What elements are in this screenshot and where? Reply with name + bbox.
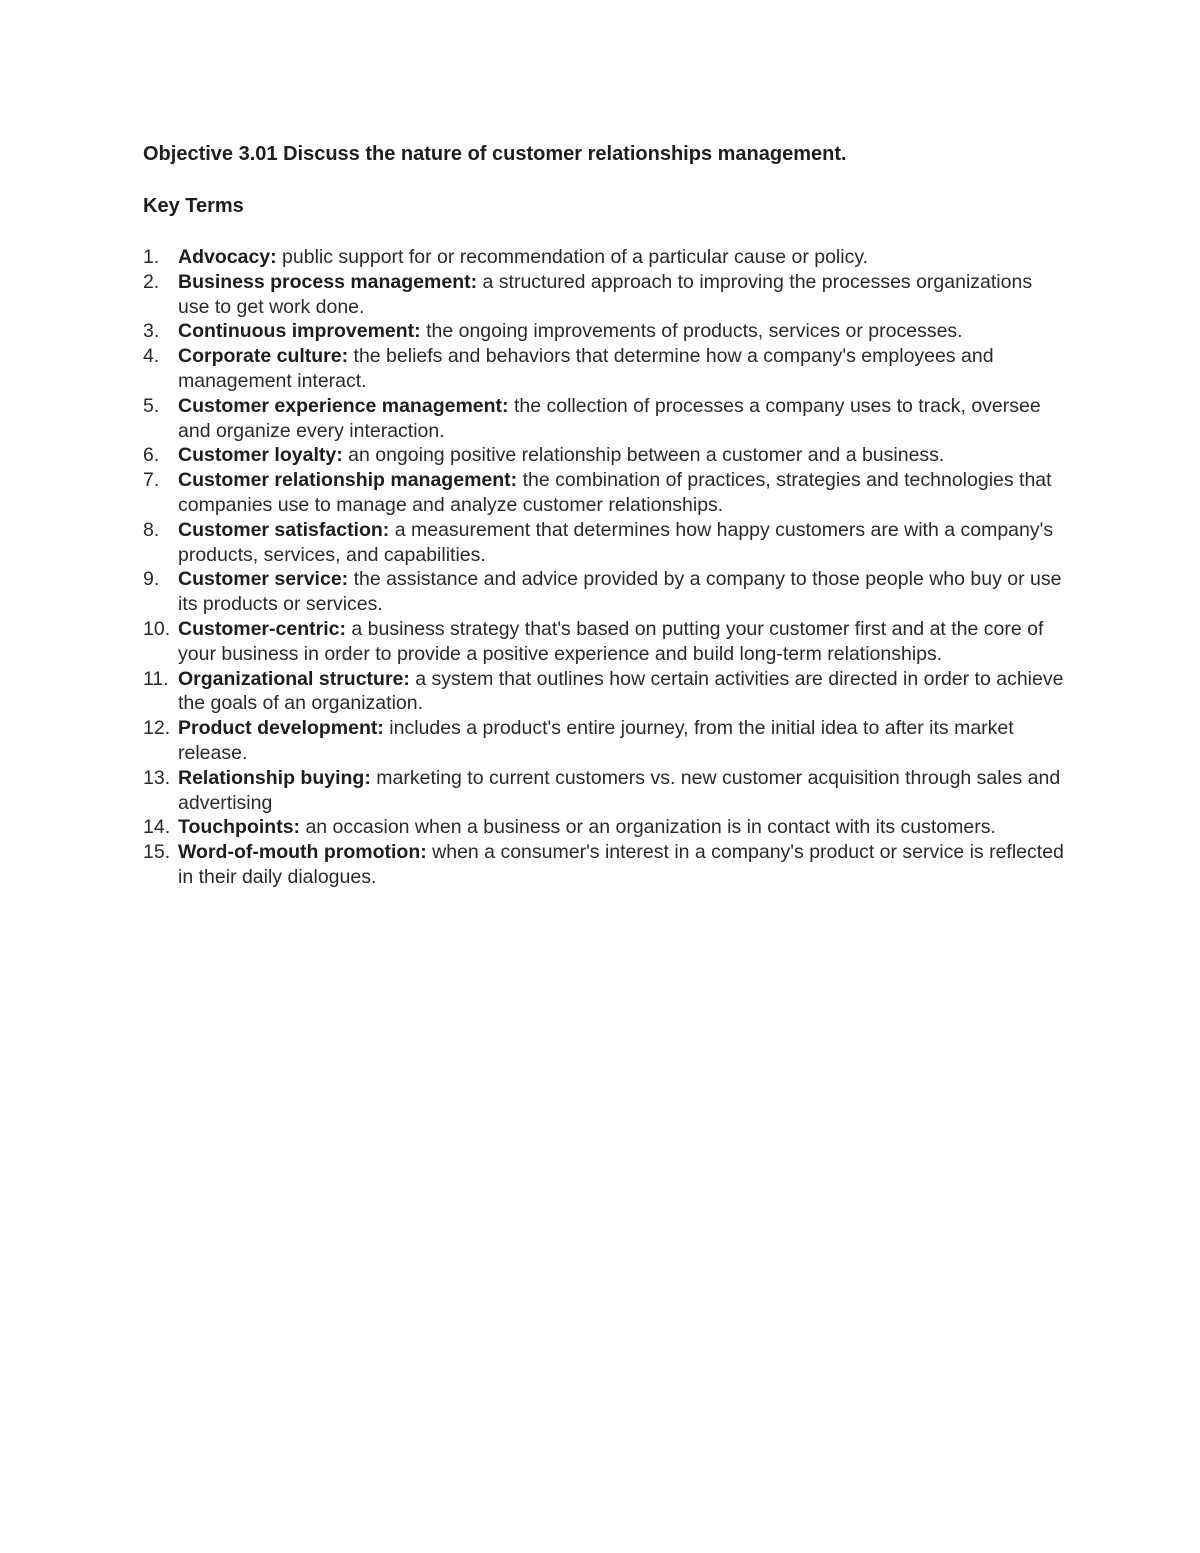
term-item-customer-loyalty bbox=[143, 443, 1068, 468]
term-definition: the collection of processes a company uses to track, oversee and organize every interaction. bbox=[178, 394, 1041, 442]
term-name: Customer-centric: bbox=[178, 617, 346, 640]
term-number: 4. bbox=[143, 345, 160, 368]
term-number: 9. bbox=[143, 568, 160, 591]
objective-heading: Objective 3.01 Discuss the nature of customer relationships management. bbox=[143, 143, 847, 165]
term-name: Customer service: bbox=[178, 568, 349, 591]
term-definition: the assistance and advice provided by a company to those people who buy or use its products or services. bbox=[178, 568, 1062, 616]
term-item-customer-service bbox=[143, 567, 1068, 617]
term-definition: an occasion when a business or an organization is in contact with its customers. bbox=[300, 816, 996, 839]
term-name: Word-of-mouth promotion: bbox=[178, 841, 427, 864]
term-item-word-of-mouth-promotion bbox=[143, 840, 1068, 890]
term-name: Customer satisfaction: bbox=[178, 518, 390, 541]
term-item-organizational-structure bbox=[143, 667, 1068, 717]
term-name: Relationship buying: bbox=[178, 766, 371, 789]
term-definition: includes a product's entire journey, from the initial idea to after its market release. bbox=[178, 717, 1014, 764]
term-definition: public support for or recommendation of a particular cause or policy. bbox=[276, 246, 869, 268]
term-name: Advocacy: bbox=[178, 246, 277, 268]
term-number: 6. bbox=[143, 444, 160, 467]
term-definition: an ongoing positive relationship between a customer and a business. bbox=[342, 444, 945, 467]
term-definition: when a consumer's interest in a company's product or service is reflected in their daily dialogues. bbox=[178, 841, 1064, 888]
term-name: Touchpoints: bbox=[178, 816, 301, 839]
term-number: 13. bbox=[143, 766, 171, 789]
term-number: 11. bbox=[143, 667, 169, 690]
term-definition: marketing to current customers vs. new customer acquisition through sales and advertising bbox=[178, 766, 1061, 814]
term-number: 2. bbox=[143, 270, 160, 293]
term-item-continuous-improvement bbox=[143, 319, 1068, 344]
term-item-customer-centric bbox=[143, 617, 1068, 667]
key-terms-list bbox=[143, 245, 1068, 890]
term-definition: a structured approach to improving the processes organizations use to get work done. bbox=[178, 270, 1033, 318]
term-item-customer-experience-management bbox=[143, 394, 1068, 444]
term-name: Customer relationship management: bbox=[178, 469, 518, 492]
term-number: 1. bbox=[143, 246, 160, 268]
term-number: 10. bbox=[143, 617, 171, 640]
term-item-product-development bbox=[143, 716, 1068, 766]
term-definition: a business strategy that's based on putting your customer first and at the core of your business in order to provide a positive experience and build long-term relationships. bbox=[178, 617, 1044, 665]
term-number: 7. bbox=[143, 469, 160, 492]
term-item-advocacy bbox=[143, 245, 1068, 270]
term-item-business-process-management bbox=[143, 270, 1068, 320]
term-item-touchpoints bbox=[143, 815, 1068, 840]
term-item-customer-satisfaction bbox=[143, 518, 1068, 568]
term-name: Product development: bbox=[178, 717, 384, 740]
term-number: 14. bbox=[143, 816, 171, 839]
term-name: Business process management: bbox=[178, 270, 478, 293]
term-definition: a measurement that determines how happy customers are with a company's products, services, and capabilities. bbox=[178, 518, 1054, 566]
term-name: Customer experience management: bbox=[178, 394, 509, 417]
term-item-customer-relationship-management bbox=[143, 468, 1068, 518]
term-number: 8. bbox=[143, 518, 160, 541]
term-number: 3. bbox=[143, 320, 160, 343]
term-number: 12. bbox=[143, 717, 171, 740]
term-item-corporate-culture bbox=[143, 344, 1068, 394]
term-name: Organizational structure: bbox=[178, 667, 410, 690]
term-name: Customer loyalty: bbox=[178, 444, 343, 467]
term-definition: a system that outlines how certain activities are directed in order to achieve the goals of an organization. bbox=[178, 667, 1064, 715]
term-item-relationship-buying bbox=[143, 766, 1068, 816]
term-definition: the beliefs and behaviors that determine how a company's employees and management interact. bbox=[178, 345, 994, 392]
document-content bbox=[143, 140, 1068, 890]
term-name: Corporate culture: bbox=[178, 345, 349, 368]
key-terms-heading: Key Terms bbox=[143, 195, 244, 217]
term-number: 15. bbox=[143, 841, 171, 864]
term-definition: the ongoing improvements of products, services or processes. bbox=[420, 320, 963, 343]
term-definition: the combination of practices, strategies and technologies that companies use to manage and analyze customer relationships. bbox=[178, 469, 1052, 516]
term-number: 5. bbox=[143, 394, 160, 417]
term-name: Continuous improvement: bbox=[178, 320, 421, 343]
